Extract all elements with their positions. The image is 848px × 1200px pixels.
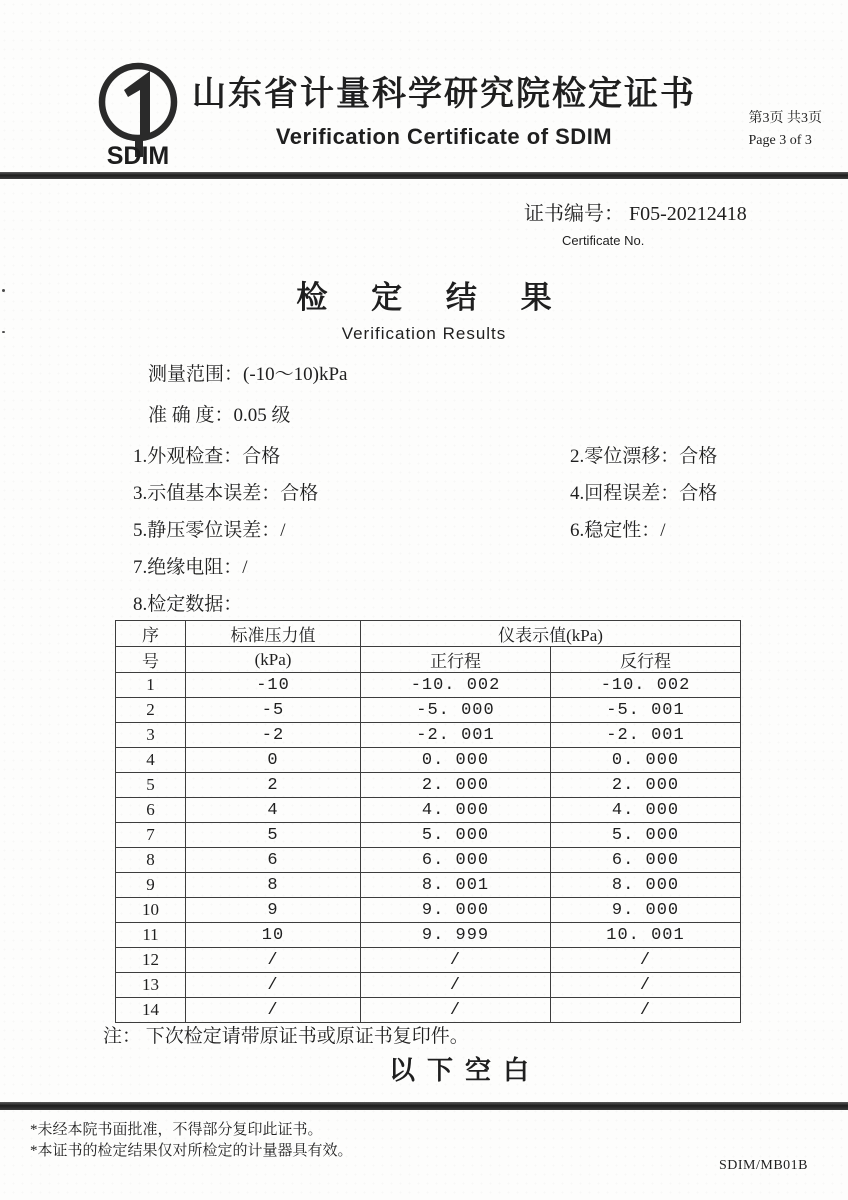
row-index: 13 [116,973,186,998]
measurement-range-line: 测量范围：(-10～10)kPa [148,364,348,385]
logo-text: SDIM [106,142,170,166]
standard-pressure: -5 [186,698,361,723]
blank-below-label: 以下空白 [388,1056,541,1085]
forward-reading: 9. 999 [361,923,551,948]
check-item: 6.稳定性：/ [570,520,666,541]
table-row [116,948,741,973]
standard-pressure: 8 [186,873,361,898]
forward-reading: 4. 000 [361,798,551,823]
reverse-reading: / [551,973,741,998]
forward-reading: / [361,948,551,973]
row-index: 11 [116,923,186,948]
forward-reading: 2. 000 [361,773,551,798]
standard-pressure: 0 [186,748,361,773]
reverse-reading: -2. 001 [551,723,741,748]
certificate-number-label-zh: 证书编号： [524,203,624,225]
forward-reading: -10. 002 [361,673,551,698]
col-header-reverse: 反行程 [551,647,741,673]
table-body [116,621,741,1023]
row-index: 6 [116,798,186,823]
check-item: 7.绝缘电阻：/ [133,557,248,578]
row-index: 4 [116,748,186,773]
certificate-number-block [524,197,747,248]
row-index: 3 [116,723,186,748]
table-row [116,898,741,923]
footer-note-2: *本证书的检定结果仅对所检定的计量器具有效。 [30,1143,353,1159]
row-index: 1 [116,673,186,698]
check-item: 5.静压零位误差：/ [133,520,286,541]
footer-notes [30,1120,353,1162]
check-item: 4.回程误差：合格 [570,483,718,504]
forward-reading: 6. 000 [361,848,551,873]
reverse-reading: 9. 000 [551,898,741,923]
scan-artifact [2,289,5,292]
results-title-block [0,272,848,344]
table-row [116,973,741,998]
table-row [116,773,741,798]
row-index: 2 [116,698,186,723]
forward-reading: / [361,973,551,998]
reverse-reading: 4. 000 [551,798,741,823]
institute-title-en: Verification Certificate of SDIM [275,124,613,149]
standard-pressure: 5 [186,823,361,848]
row-index: 10 [116,898,186,923]
footer-note-1: *未经本院书面批准，不得部分复印此证书。 [30,1122,323,1138]
check-items-list [133,444,781,629]
standard-pressure: 9 [186,898,361,923]
forward-reading: -5. 000 [361,698,551,723]
check-item: 1.外观检查：合格 [133,446,281,467]
results-title-en: Verification Results [341,324,507,343]
standard-pressure: / [186,973,361,998]
scan-artifact [2,331,5,333]
standard-pressure: -2 [186,723,361,748]
reverse-reading: -10. 002 [551,673,741,698]
forward-reading: / [361,998,551,1023]
page-indicator-en: Page 3 of 3 [748,132,812,148]
check-item [570,555,781,592]
forward-reading: 8. 001 [361,873,551,898]
standard-pressure: 6 [186,848,361,873]
forward-reading: -2. 001 [361,723,551,748]
table-row [116,923,741,948]
forward-reading: 9. 000 [361,898,551,923]
table-row [116,798,741,823]
table-row [116,998,741,1023]
table-row [116,823,741,848]
note-line: 注： 下次检定请带原证书或原证书复印件。 [103,1026,469,1047]
table-row [116,673,741,698]
check-item-row [133,444,781,481]
page-indicator-zh: 第3页 共3页 [748,111,822,126]
row-index: 9 [116,873,186,898]
table-row [116,723,741,748]
standard-pressure: 4 [186,798,361,823]
reverse-reading: -5. 001 [551,698,741,723]
page-indicator [749,108,823,151]
header-divider [0,172,848,179]
table-row [116,848,741,873]
verification-data-table [115,620,741,1023]
col-header-seq-top: 序 [116,621,186,647]
row-index: 14 [116,998,186,1023]
forward-reading: 0. 000 [361,748,551,773]
accuracy-line: 准 确 度：0.05 级 [148,405,291,426]
check-item: 8.检定数据： [133,594,243,615]
table-header-row-1 [116,621,741,647]
reverse-reading: 5. 000 [551,823,741,848]
check-item-row [133,518,781,555]
standard-pressure: / [186,998,361,1023]
table-row [116,748,741,773]
col-header-seq-bottom: 号 [116,647,186,673]
certificate-number-label-en: Certificate No. [562,233,645,248]
institute-title-zh: 山东省计量科学研究院检定证书 [192,76,696,113]
standard-pressure: 10 [186,923,361,948]
row-index: 7 [116,823,186,848]
standard-pressure: -10 [186,673,361,698]
row-index: 8 [116,848,186,873]
check-item-row [133,481,781,518]
standard-pressure: / [186,948,361,973]
footer-divider [0,1102,848,1110]
reverse-reading: 10. 001 [551,923,741,948]
col-header-unit: (kPa) [186,647,361,673]
row-index: 5 [116,773,186,798]
table-row [116,698,741,723]
col-header-forward: 正行程 [361,647,551,673]
table-header-row-2 [116,647,741,673]
reverse-reading: / [551,998,741,1023]
reverse-reading: 8. 000 [551,873,741,898]
col-header-readings: 仪表示值(kPa) [361,621,741,647]
results-title-zh: 检 定 结 果 [296,280,570,315]
col-header-standard: 标准压力值 [186,621,361,647]
reverse-reading: 6. 000 [551,848,741,873]
row-index: 12 [116,948,186,973]
form-code: SDIM/MB01B [718,1158,808,1173]
check-item-row [133,555,781,592]
table-row [116,873,741,898]
reverse-reading: 0. 000 [551,748,741,773]
certificate-number-value: F05-20212418 [629,203,747,225]
reverse-reading: 2. 000 [551,773,741,798]
check-item: 3.示值基本误差：合格 [133,483,319,504]
forward-reading: 5. 000 [361,823,551,848]
header-title-block [150,66,738,150]
standard-pressure: 2 [186,773,361,798]
reverse-reading: / [551,948,741,973]
check-item: 2.零位漂移：合格 [570,446,718,467]
